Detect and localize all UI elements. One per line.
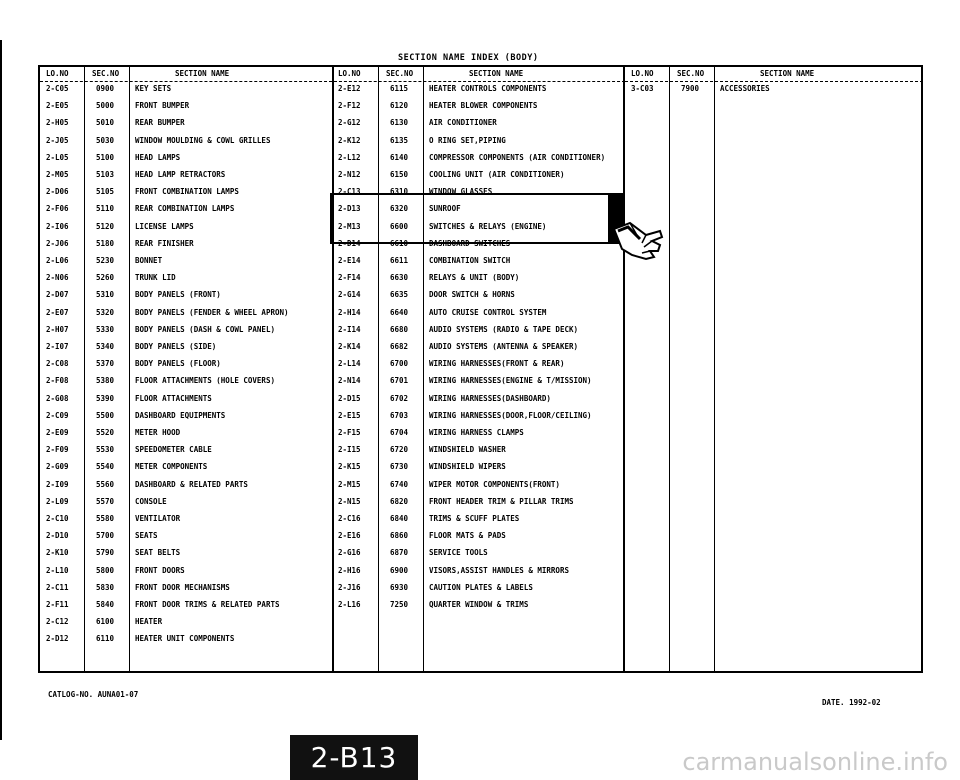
panel-2 — [332, 67, 625, 671]
lo-number: 2-E14 — [338, 256, 361, 265]
lo-number: 2-L05 — [46, 152, 69, 162]
section-number: 5340 — [96, 342, 115, 351]
section-number: 6611 — [390, 256, 409, 265]
section-number: 5560 — [96, 479, 115, 489]
section-number: 5800 — [96, 565, 115, 575]
section-name: METER HOOD — [135, 428, 181, 437]
section-name: FLOOR ATTACHMENTS (HOLE COVERS) — [135, 376, 275, 386]
section-number: 6860 — [390, 531, 409, 541]
section-number: 5370 — [96, 359, 115, 369]
lo-number: 2-F06 — [46, 204, 69, 214]
section-name: FRONT DOORS — [135, 565, 185, 575]
section-name: KEY SETS — [135, 84, 172, 93]
pointing-hand-icon — [612, 219, 664, 261]
section-number: 5030 — [96, 135, 115, 145]
section-number: 7250 — [390, 600, 409, 609]
section-name: WIRING HARNESSES(ENGINE & T/MISSION) — [429, 376, 592, 386]
lo-number: 2-K14 — [338, 342, 361, 351]
lo-number: 2-F12 — [338, 101, 361, 111]
section-name: WINDOW GLASSES — [429, 187, 493, 197]
section-name: WIPER MOTOR COMPONENTS(FRONT) — [429, 479, 560, 489]
section-name: WINDOW MOULDING & COWL GRILLES — [135, 135, 271, 145]
column-header — [334, 67, 625, 82]
section-number: 5790 — [96, 548, 115, 558]
section-number: 6680 — [390, 324, 409, 334]
section-number: 5500 — [96, 410, 115, 420]
lo-number: 2-J05 — [46, 135, 69, 145]
section-name: HEATER BLOWER COMPONENTS — [429, 101, 538, 111]
column-divider — [423, 67, 424, 671]
section-number: 6703 — [390, 410, 409, 420]
header-name: SECTION NAME — [760, 69, 815, 78]
section-number: 6740 — [390, 479, 409, 489]
lo-number: 2-L06 — [46, 256, 69, 265]
section-name: COMBINATION SWITCH — [429, 256, 511, 265]
section-name: WIRING HARNESSES(DOOR,FLOOR/CEILING) — [429, 410, 592, 420]
section-number: 5000 — [96, 101, 115, 111]
section-name: FRONT BUMPER — [135, 101, 190, 111]
lo-number: 2-C13 — [338, 187, 361, 197]
section-number: 5120 — [96, 221, 115, 231]
lo-number: 2-D06 — [46, 187, 69, 197]
column-header — [40, 67, 332, 82]
section-name: WIRING HARNESS CLAMPS — [429, 428, 524, 437]
lo-number: 2-E15 — [338, 410, 361, 420]
section-number: 5380 — [96, 376, 115, 386]
catalog-number: CATLOG-NO. AUNA01-07 — [48, 690, 139, 699]
section-number: 5103 — [96, 170, 115, 179]
section-number: 6630 — [390, 273, 409, 283]
column-header — [625, 67, 923, 82]
lo-number: 2-N12 — [338, 170, 361, 179]
section-name: BODY PANELS (SIDE) — [135, 342, 217, 351]
lo-number: 2-D14 — [338, 238, 361, 248]
lo-number: 2-N06 — [46, 273, 69, 283]
lo-number: 2-K12 — [338, 135, 361, 145]
section-name: SEAT BELTS — [135, 548, 181, 558]
header-name: SECTION NAME — [469, 69, 524, 78]
section-name: FRONT COMBINATION LAMPS — [135, 187, 239, 197]
section-name: REAR COMBINATION LAMPS — [135, 204, 235, 214]
section-number: 6135 — [390, 135, 409, 145]
lo-number: 2-H14 — [338, 307, 361, 317]
lo-number: 2-F15 — [338, 428, 361, 437]
date-label: DATE. 1992-02 — [822, 698, 881, 707]
section-name: DOOR SWITCH & HORNS — [429, 290, 515, 300]
section-name: O RING SET,PIPING — [429, 135, 506, 145]
section-name: AUDIO SYSTEMS (RADIO & TAPE DECK) — [429, 324, 579, 334]
lo-number: 2-C11 — [46, 582, 69, 592]
section-name: SEATS — [135, 531, 158, 541]
lo-number: 2-G08 — [46, 393, 69, 403]
section-name: FRONT DOOR MECHANISMS — [135, 582, 230, 592]
column-divider — [129, 67, 130, 671]
section-number: 0900 — [96, 84, 115, 93]
lo-number: 2-J06 — [46, 238, 69, 248]
index-table — [38, 65, 923, 673]
section-number: 6900 — [390, 565, 409, 575]
section-number: 7900 — [681, 84, 700, 93]
section-number: 5105 — [96, 187, 115, 197]
section-name: HEAD LAMPS — [135, 152, 181, 162]
lo-number: 2-N15 — [338, 496, 361, 506]
section-name: SUNROOF — [429, 204, 461, 214]
section-name: DASHBOARD EQUIPMENTS — [135, 410, 226, 420]
header-lo: LO.NO — [338, 69, 361, 78]
section-name: COOLING UNIT (AIR CONDITIONER) — [429, 170, 565, 179]
section-name: SPEEDOMETER CABLE — [135, 445, 212, 455]
lo-number: 2-C08 — [46, 359, 69, 369]
lo-number: 2-I07 — [46, 342, 69, 351]
section-number: 5570 — [96, 496, 115, 506]
lo-number: 2-H07 — [46, 324, 69, 334]
section-number: 5260 — [96, 273, 115, 283]
lo-number: 2-L09 — [46, 496, 69, 506]
lo-number: 2-D15 — [338, 393, 361, 403]
header-name: SECTION NAME — [175, 69, 230, 78]
section-number: 6701 — [390, 376, 409, 386]
section-number: 5310 — [96, 290, 115, 300]
lo-number: 2-G12 — [338, 118, 361, 128]
section-number: 6100 — [96, 617, 115, 627]
section-name: BONNET — [135, 256, 163, 265]
lo-number: 2-F09 — [46, 445, 69, 455]
section-name: RELAYS & UNIT (BODY) — [429, 273, 520, 283]
lo-number: 2-L10 — [46, 565, 69, 575]
lo-number: 2-H16 — [338, 565, 361, 575]
lo-number: 2-K15 — [338, 462, 361, 472]
header-sec: SEC.NO — [386, 69, 414, 78]
section-number: 5320 — [96, 307, 115, 317]
section-number: 6640 — [390, 307, 409, 317]
section-number: 5540 — [96, 462, 115, 472]
section-number: 6700 — [390, 359, 409, 369]
lo-number: 2-L14 — [338, 359, 361, 369]
lo-number: 3-C03 — [631, 84, 654, 93]
section-name: LICENSE LAMPS — [135, 221, 194, 231]
lo-number: 2-C10 — [46, 514, 69, 523]
section-number: 6702 — [390, 393, 409, 403]
scan-edge — [0, 40, 8, 740]
section-number: 6635 — [390, 290, 409, 300]
lo-number: 2-F08 — [46, 376, 69, 386]
lo-number: 2-E05 — [46, 101, 69, 111]
section-number: 5520 — [96, 428, 115, 437]
column-divider — [84, 67, 85, 671]
section-name: REAR FINISHER — [135, 238, 194, 248]
section-name: TRIMS & SCUFF PLATES — [429, 514, 520, 523]
section-name: CAUTION PLATES & LABELS — [429, 582, 533, 592]
section-number: 6110 — [96, 634, 115, 644]
section-number: 5330 — [96, 324, 115, 334]
section-name: VISORS,ASSIST HANDLES & MIRRORS — [429, 565, 569, 575]
section-number: 5530 — [96, 445, 115, 455]
section-number: 5180 — [96, 238, 115, 248]
section-number: 6140 — [390, 152, 409, 162]
section-name: FRONT HEADER TRIM & PILLAR TRIMS — [429, 496, 574, 506]
panel-3 — [623, 67, 923, 671]
section-number: 6720 — [390, 445, 409, 455]
section-number: 5700 — [96, 531, 115, 541]
section-name: WINDSHIELD WIPERS — [429, 462, 506, 472]
section-name: HEATER — [135, 617, 163, 627]
section-number: 6840 — [390, 514, 409, 523]
section-name: SWITCHES & RELAYS (ENGINE) — [429, 221, 547, 231]
column-divider — [714, 67, 715, 671]
lo-number: 2-M15 — [338, 479, 361, 489]
section-name: DASHBOARD & RELATED PARTS — [135, 479, 248, 489]
section-name: HEATER UNIT COMPONENTS — [135, 634, 235, 644]
column-divider — [378, 67, 379, 671]
lo-number: 2-D13 — [338, 204, 361, 214]
section-number: 6320 — [390, 204, 409, 214]
section-name: WIRING HARNESSES(FRONT & REAR) — [429, 359, 565, 369]
lo-number: 2-G16 — [338, 548, 361, 558]
lo-number: 2-C12 — [46, 617, 69, 627]
lo-number: 2-F11 — [46, 600, 69, 609]
section-number: 5010 — [96, 118, 115, 128]
lo-number: 2-E07 — [46, 307, 69, 317]
section-name: QUARTER WINDOW & TRIMS — [429, 600, 529, 609]
section-number: 6120 — [390, 101, 409, 111]
section-name: AIR CONDITIONER — [429, 118, 497, 128]
section-number: 5840 — [96, 600, 115, 609]
section-number: 5230 — [96, 256, 115, 265]
section-name: AUTO CRUISE CONTROL SYSTEM — [429, 307, 547, 317]
section-name: SERVICE TOOLS — [429, 548, 488, 558]
header-sec: SEC.NO — [92, 69, 120, 78]
section-number: 6610 — [390, 238, 409, 248]
lo-number: 2-D07 — [46, 290, 69, 300]
lo-number: 2-C16 — [338, 514, 361, 523]
section-name: WINDSHIELD WASHER — [429, 445, 506, 455]
section-number: 6115 — [390, 84, 409, 93]
section-number: 6730 — [390, 462, 409, 472]
lo-number: 2-L16 — [338, 600, 361, 609]
section-name: HEATER CONTROLS COMPONENTS — [429, 84, 547, 93]
section-name: FLOOR MATS & PADS — [429, 531, 506, 541]
lo-number: 2-F14 — [338, 273, 361, 283]
lo-number: 2-E16 — [338, 531, 361, 541]
section-name: ACCESSORIES — [720, 84, 770, 93]
section-name: TRUNK LID — [135, 273, 176, 283]
header-lo: LO.NO — [631, 69, 654, 78]
section-name: REAR BUMPER — [135, 118, 185, 128]
header-sec: SEC.NO — [677, 69, 705, 78]
section-number: 5830 — [96, 582, 115, 592]
lo-number: 2-C09 — [46, 410, 69, 420]
section-name: FRONT DOOR TRIMS & RELATED PARTS — [135, 600, 280, 609]
section-number: 6150 — [390, 170, 409, 179]
lo-number: 2-I09 — [46, 479, 69, 489]
section-name: DASHBOARD SWITCHES — [429, 238, 511, 248]
section-name: VENTILATOR — [135, 514, 181, 523]
column-divider — [669, 67, 670, 671]
lo-number: 2-C05 — [46, 84, 69, 93]
lo-number: 2-I14 — [338, 324, 361, 334]
section-number: 6310 — [390, 187, 409, 197]
lo-number: 2-E12 — [338, 84, 361, 93]
section-name: WIRING HARNESSES(DASHBOARD) — [429, 393, 551, 403]
section-number: 5390 — [96, 393, 115, 403]
section-number: 5580 — [96, 514, 115, 523]
page-number-tab: 2-B13 — [290, 735, 418, 780]
lo-number: 2-G14 — [338, 290, 361, 300]
lo-number: 2-M05 — [46, 170, 69, 179]
watermark: carmanualsonline.info — [682, 748, 948, 776]
section-number: 6600 — [390, 221, 409, 231]
panel-1 — [40, 67, 332, 671]
section-number: 6130 — [390, 118, 409, 128]
section-name: BODY PANELS (FRONT) — [135, 290, 221, 300]
lo-number: 2-D10 — [46, 531, 69, 541]
section-number: 6930 — [390, 582, 409, 592]
section-name: COMPRESSOR COMPONENTS (AIR CONDITIONER) — [429, 152, 606, 162]
lo-number: 2-H05 — [46, 118, 69, 128]
section-name: AUDIO SYSTEMS (ANTENNA & SPEAKER) — [429, 342, 579, 351]
lo-number: 2-I06 — [46, 221, 69, 231]
section-number: 5100 — [96, 152, 115, 162]
lo-number: 2-D12 — [46, 634, 69, 644]
section-name: BODY PANELS (FENDER & WHEEL APRON) — [135, 307, 289, 317]
section-name: BODY PANELS (FLOOR) — [135, 359, 221, 369]
page-title: SECTION NAME INDEX (BODY) — [398, 53, 539, 63]
lo-number: 2-E09 — [46, 428, 69, 437]
lo-number: 2-M13 — [338, 221, 361, 231]
section-name: BODY PANELS (DASH & COWL PANEL) — [135, 324, 275, 334]
section-name: FLOOR ATTACHMENTS — [135, 393, 212, 403]
lo-number: 2-N14 — [338, 376, 361, 386]
section-number: 6820 — [390, 496, 409, 506]
lo-number: 2-L12 — [338, 152, 361, 162]
section-number: 6682 — [390, 342, 409, 351]
section-number: 6704 — [390, 428, 409, 437]
section-name: CONSOLE — [135, 496, 167, 506]
section-number: 5110 — [96, 204, 115, 214]
lo-number: 2-J16 — [338, 582, 361, 592]
lo-number: 2-K10 — [46, 548, 69, 558]
header-lo: LO.NO — [46, 69, 69, 78]
lo-number: 2-I15 — [338, 445, 361, 455]
section-name: HEAD LAMP RETRACTORS — [135, 170, 226, 179]
lo-number: 2-G09 — [46, 462, 69, 472]
section-name: METER COMPONENTS — [135, 462, 208, 472]
section-number: 6870 — [390, 548, 409, 558]
